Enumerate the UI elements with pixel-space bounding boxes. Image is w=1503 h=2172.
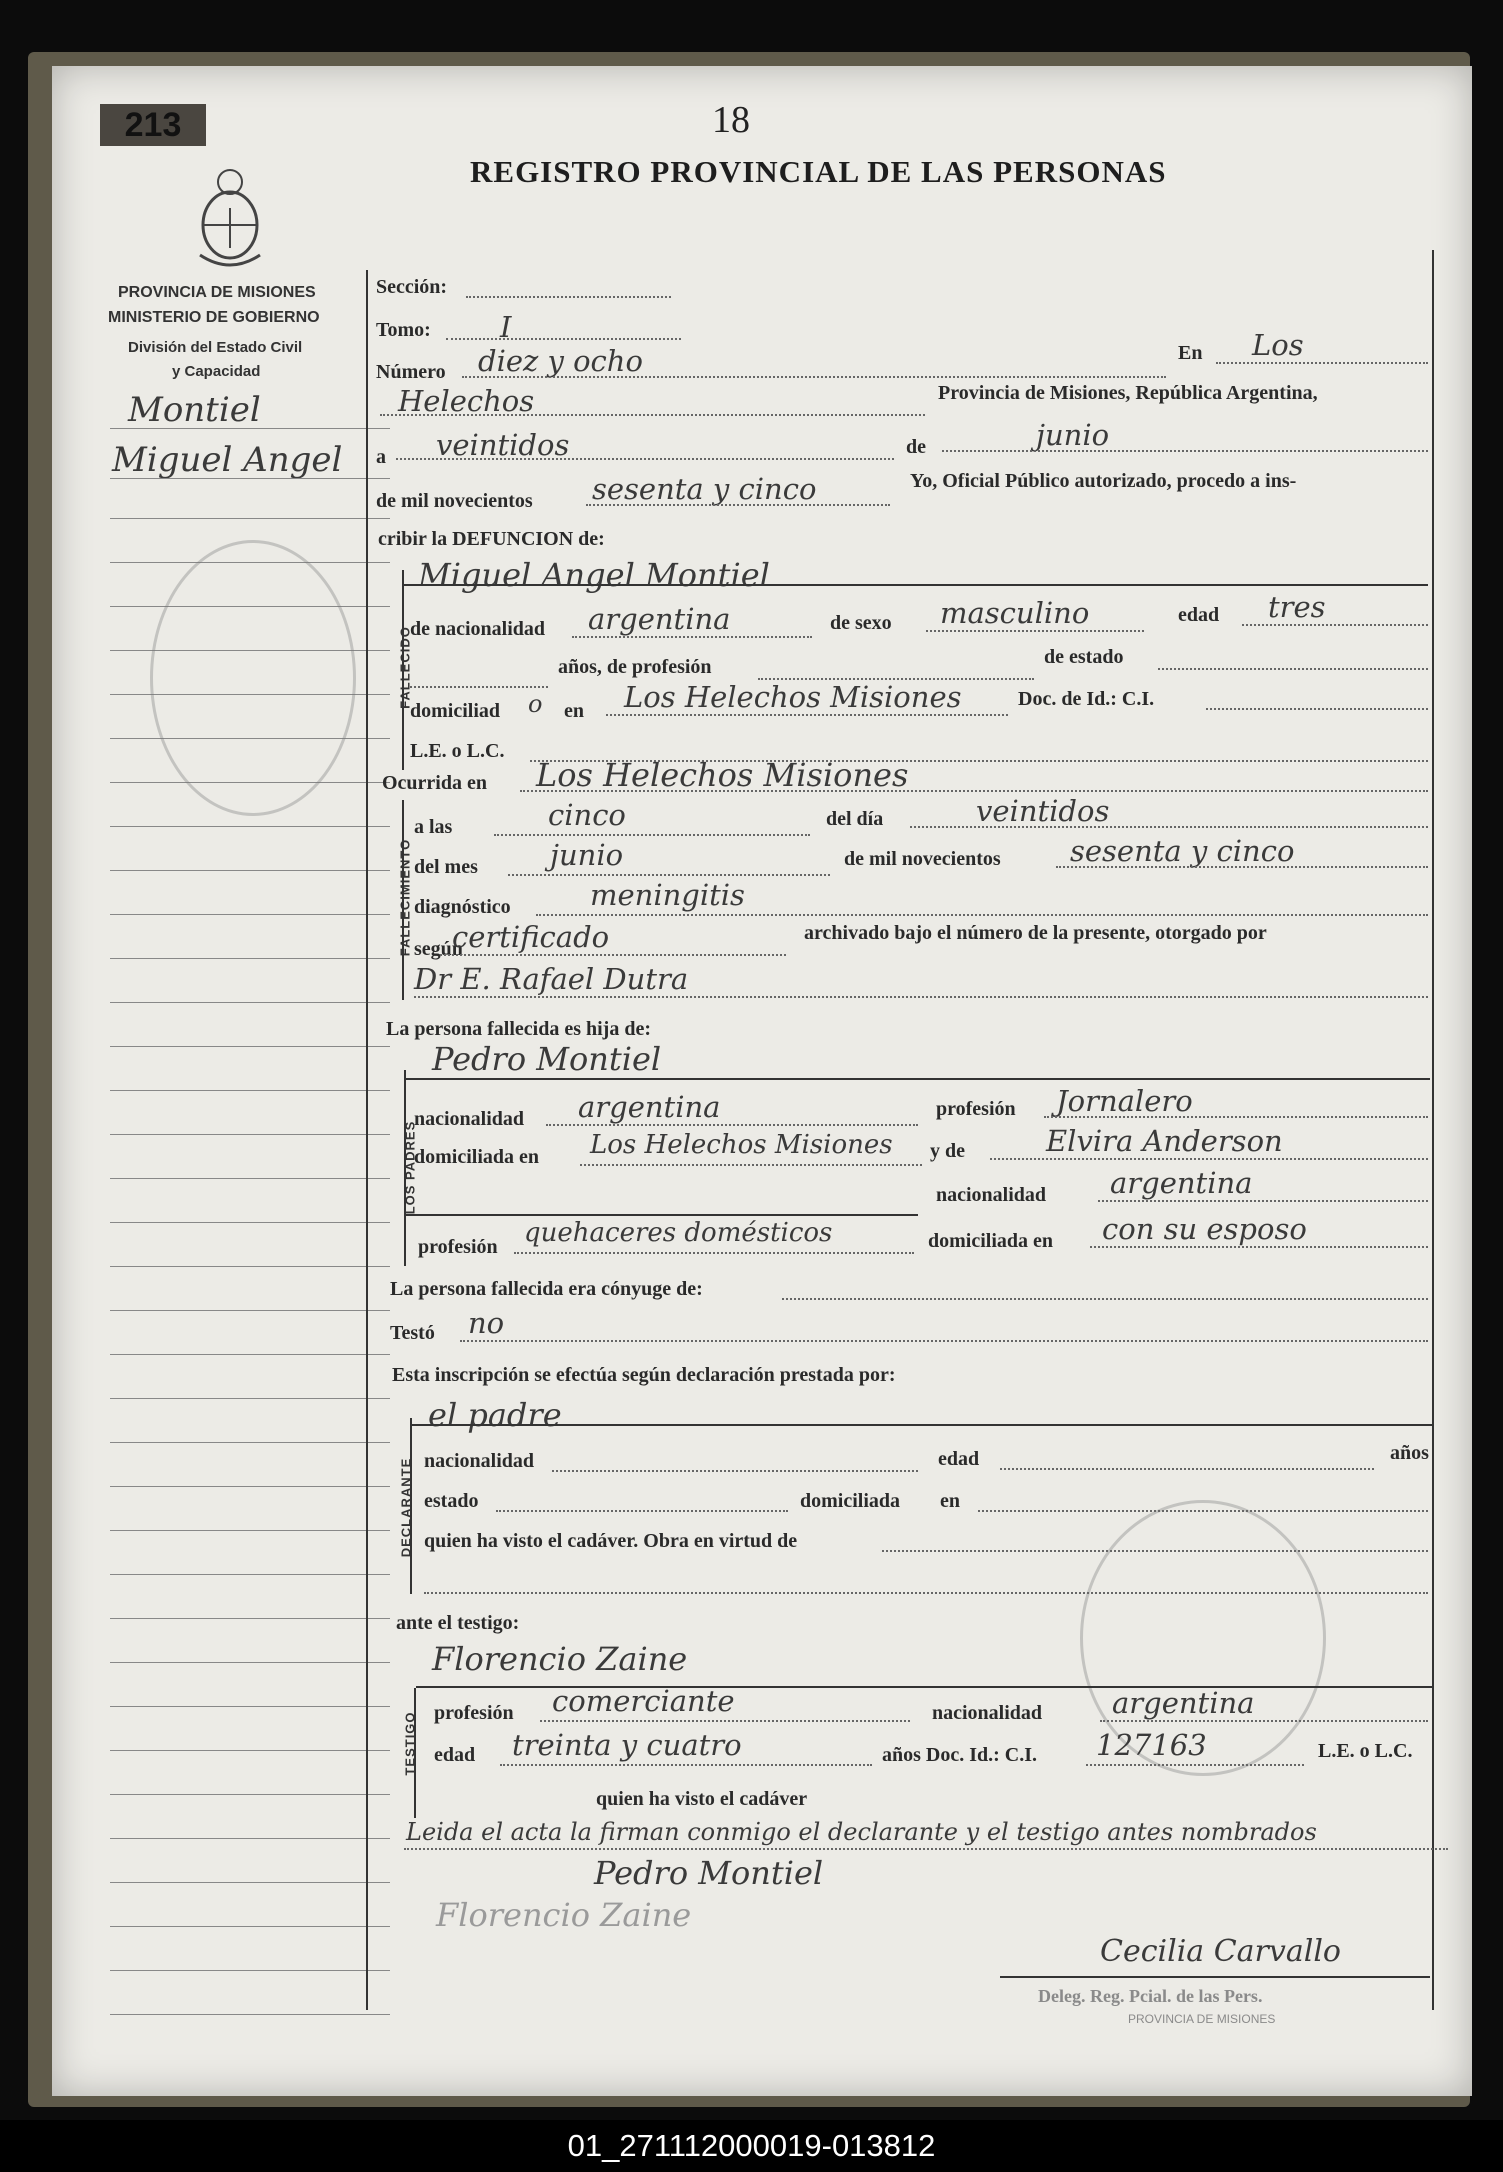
nombre-line [404, 584, 1428, 586]
declarante-estado-line [496, 1510, 788, 1512]
padre-domiciliada-label: domiciliada en [414, 1146, 540, 1168]
mes2-line [508, 874, 830, 876]
edad-value: tres [1268, 590, 1326, 624]
de-label: de [906, 436, 926, 458]
obra-line [882, 1550, 1428, 1552]
declarante-nac-line [552, 1470, 918, 1472]
margin-line [110, 870, 390, 871]
declarante-side-label: DECLARANTE [398, 1457, 414, 1558]
edad-line [1242, 624, 1428, 626]
dia-line [396, 458, 894, 460]
segun-label: según [414, 938, 463, 960]
sello-oficial: Deleg. Reg. Pcial. de las Pers. [1038, 1986, 1263, 2006]
edad-cont-line [410, 686, 548, 688]
folio-number: 213 [100, 104, 206, 146]
padre-profesion-label: profesión [936, 1098, 1016, 1120]
obra-line-2 [424, 1592, 1428, 1594]
margin-line [110, 428, 390, 429]
ministry-line-1: PROVINCIA DE MISIONES [118, 284, 316, 301]
numero-value: diez y ocho [478, 344, 643, 378]
conyuge-label: La persona fallecida era cónyuge de: [390, 1278, 703, 1300]
domiciliad-label: domiciliad [410, 700, 501, 722]
del-mes-label: del mes [414, 856, 478, 878]
margin-line [110, 1354, 390, 1355]
fallecido-side-label: FALLECIDO [397, 626, 413, 709]
testigo-prof-value: comerciante [552, 1684, 735, 1718]
declarante-anos-label: años [1390, 1442, 1429, 1464]
hija-de-label: La persona fallecida es hija de: [386, 1018, 651, 1040]
testo-line [460, 1340, 1428, 1342]
testigo-edad-line [500, 1764, 872, 1766]
padre-line [406, 1078, 1430, 1080]
domicilio-value: Los Helechos Misiones [624, 680, 962, 714]
estado-line [1158, 668, 1428, 670]
declarante-edad-label: edad [938, 1448, 980, 1470]
page-number: 18 [712, 99, 750, 141]
del-dia-label: del día [826, 808, 884, 830]
declarante-nacionalidad-label: nacionalidad [424, 1450, 535, 1472]
sello-provincia: PROVINCIA DE MISIONES [1128, 2012, 1276, 2026]
image-id-footer: 01_271112000019-013812 [0, 2120, 1503, 2172]
seccion-line [466, 296, 671, 298]
fallecido-nombre: Miguel Angel Montiel [418, 556, 770, 594]
margin-line [110, 1310, 390, 1311]
testigo-side-label: TESTIGO [402, 1711, 418, 1776]
margin-line [110, 958, 390, 959]
lugar-value: Helechos [398, 384, 535, 418]
madre-prof-line [514, 1252, 914, 1254]
madre-nombre: Elvira Anderson [1046, 1124, 1283, 1158]
madre-prof-value: quehaceres domésticos [524, 1218, 833, 1248]
firma-oficial: Cecilia Carvallo [1100, 1934, 1341, 1969]
testigo-ci-value: 127163 [1096, 1728, 1207, 1762]
margin-line [110, 826, 390, 827]
margin-line [110, 1706, 390, 1707]
margin-line [110, 1838, 390, 1839]
diagnostico-line [536, 914, 1428, 916]
medico-line [414, 996, 1428, 998]
archivado-label: archivado bajo el número de la presente, otorgado por [804, 922, 1267, 944]
en-dom-label: en [564, 700, 584, 722]
padre-prof-value: Jornalero [1056, 1084, 1193, 1118]
hora-line [494, 834, 810, 836]
testigo-edad-value: treinta y cuatro [512, 1728, 742, 1762]
madre-nacionalidad-label: nacionalidad [936, 1184, 1047, 1206]
margin-line [110, 1398, 390, 1399]
anio2-line [1056, 866, 1428, 868]
madre-line [990, 1158, 1428, 1160]
declarante-edad-line [1000, 1468, 1374, 1470]
margin-line [110, 1002, 390, 1003]
firma-testigo: Florencio Zaine [436, 1896, 692, 1934]
margin-line [110, 1090, 390, 1091]
de-mil-nov-label: de mil novecientos [844, 848, 1001, 870]
padre-dom-line [580, 1164, 922, 1166]
madre-dom-value: con su esposo [1102, 1212, 1307, 1246]
margin-line [110, 1486, 390, 1487]
a-las-label: a las [414, 816, 453, 838]
margin-line [110, 1266, 390, 1267]
margin-line [110, 1134, 390, 1135]
sexo-value: masculino [940, 596, 1090, 630]
cribir-label: cribir la DEFUNCION de: [378, 528, 605, 550]
diagnostico-value: meningitis [590, 878, 745, 912]
margin-line [110, 1750, 390, 1751]
declarante-en-label: en [940, 1490, 960, 1512]
stamp-circle [150, 540, 356, 816]
declarante-estado-label: estado [424, 1490, 479, 1512]
le-o-lc-label: L.E. o L.C. [1318, 1740, 1413, 1762]
testigo-nacionalidad-label: nacionalidad [932, 1702, 1043, 1724]
tomo-value: I [500, 310, 512, 344]
tomo-line [446, 338, 681, 340]
mes-line [942, 450, 1428, 452]
tomo-label: Tomo: [376, 319, 431, 341]
madre-dom-line [1090, 1246, 1428, 1248]
margin-line [110, 1794, 390, 1795]
de-nacionalidad-label: de nacionalidad [410, 618, 546, 640]
testo-value: no [468, 1306, 505, 1340]
a-label: a [376, 446, 386, 468]
conyuge-line [782, 1298, 1428, 1300]
margin-line [110, 1530, 390, 1531]
ante-testigo-label: ante el testigo: [396, 1612, 520, 1634]
inscripcion-label: Esta inscripción se efectúa según declaración prestada por: [392, 1364, 896, 1386]
margin-line [110, 1178, 390, 1179]
madre-nac-value: argentina [1110, 1166, 1253, 1200]
margin-line [110, 1970, 390, 1971]
anos-profesion-label: años, de profesión [558, 656, 712, 678]
margin-line [110, 1882, 390, 1883]
madre-nac-line [1098, 1200, 1428, 1202]
doc-id-line [1206, 708, 1428, 710]
margin-line [110, 1222, 390, 1223]
padres-divider [406, 1214, 918, 1216]
testo-label: Testó [390, 1322, 435, 1344]
anos-doc-label: años Doc. Id.: C.I. [882, 1744, 1038, 1766]
sexo-line [926, 630, 1144, 632]
margin-line [110, 914, 390, 915]
anio-line [586, 504, 890, 506]
y-de-label: y de [930, 1140, 965, 1162]
nacionalidad-line [572, 636, 812, 638]
diagnostico-label: diagnóstico [414, 896, 511, 918]
seccion-label: Sección: [376, 276, 448, 298]
margin-line [110, 1442, 390, 1443]
padre-nac-value: argentina [578, 1090, 721, 1124]
le-lc-label: L.E. o L.C. [410, 740, 505, 762]
signature-line [1000, 1976, 1430, 1978]
medico-value: Dr E. Rafael Dutra [414, 962, 689, 996]
padre-dom-value: Los Helechos Misiones [590, 1130, 893, 1160]
domicilio-suffix: o [528, 690, 543, 718]
padre-prof-line [1044, 1116, 1428, 1118]
dia2-value: veintidos [976, 794, 1110, 828]
margin-line [110, 478, 390, 479]
coat-of-arms-emblem [190, 160, 270, 275]
lugar-line [380, 414, 925, 416]
padre-nacionalidad-label: nacionalidad [414, 1108, 525, 1130]
provincia-label: Provincia de Misiones, República Argentina, [938, 382, 1318, 404]
declarante-line [412, 1424, 1434, 1426]
leida-acta-text: Leida el acta la firman conmigo el declarante y el testigo antes nombrados [406, 1818, 1317, 1846]
ocurrida-line [520, 790, 1428, 792]
nacionalidad-value: argentina [588, 602, 731, 636]
numero-line [462, 376, 1166, 378]
testigo-edad-label: edad [434, 1744, 476, 1766]
de-mil-label: de mil novecientos [376, 490, 533, 512]
testigo-nombre: Florencio Zaine [432, 1640, 688, 1678]
ocurrida-label: Ocurrida en [382, 772, 487, 794]
testigo-nac-value: argentina [1112, 1686, 1255, 1720]
hora-value: cinco [548, 798, 626, 832]
segun-line [440, 954, 786, 956]
margin-line [110, 1618, 390, 1619]
margin-given-name: Miguel Angel [112, 440, 343, 480]
mes-value: junio [1036, 418, 1110, 452]
testigo-prof-line [540, 1720, 910, 1722]
margin-line [110, 518, 390, 519]
declarante-domiciliada-label: domiciliada [800, 1490, 901, 1512]
ministry-line-2: MINISTERIO DE GOBIERNO [108, 309, 320, 326]
margin-surname: Montiel [128, 390, 261, 430]
ministry-line-3: División del Estado Civil [128, 339, 303, 356]
ocurrida-value: Los Helechos Misiones [536, 756, 909, 794]
anio2-value: sesenta y cinco [1070, 834, 1295, 868]
padre-nombre: Pedro Montiel [432, 1040, 662, 1078]
left-rule [366, 270, 368, 2010]
madre-domiciliada-label: domiciliada en [928, 1230, 1054, 1252]
en-lugar-value: Los [1252, 328, 1304, 362]
declarante-dom-line [978, 1510, 1428, 1512]
de-estado-label: de estado [1044, 646, 1124, 668]
page-title: REGISTRO PROVINCIAL DE LAS PERSONAS [470, 154, 1167, 189]
fallecimiento-side-label: FALLECIMIENTO [397, 838, 413, 957]
leida-line [404, 1848, 1448, 1850]
firma-padre: Pedro Montiel [594, 1854, 824, 1892]
doc-id-label: Doc. de Id.: C.I. [1018, 688, 1155, 710]
mes2-value: junio [550, 838, 624, 872]
domicilio-line [606, 714, 1008, 716]
testigo-ci-line [1086, 1764, 1304, 1766]
margin-line [110, 1926, 390, 1927]
testigo-profesion-label: profesión [434, 1702, 514, 1724]
ministry-line-4: y Capacidad [172, 363, 261, 380]
yo-oficial-label: Yo, Oficial Público autorizado, procedo a ins- [910, 470, 1297, 492]
margin-line [110, 1662, 390, 1663]
edad-label: edad [1178, 604, 1220, 626]
padre-nac-line [546, 1124, 918, 1126]
en-line [1216, 362, 1428, 364]
padres-side-label: LOS PADRES [402, 1120, 418, 1215]
en-label: En [1178, 342, 1203, 364]
dia2-line [910, 826, 1428, 828]
anio-value: sesenta y cinco [592, 472, 817, 506]
margin-line [110, 1574, 390, 1575]
quien-visto-2-label: quien ha visto el cadáver [596, 1788, 808, 1810]
madre-profesion-label: profesión [418, 1236, 498, 1258]
declarante-value: el padre [428, 1396, 562, 1434]
quien-visto-label: quien ha visto el cadáver. Obra en virtud de [424, 1530, 798, 1552]
margin-line [110, 2014, 390, 2015]
segun-value: certificado [452, 920, 610, 954]
de-sexo-label: de sexo [830, 612, 892, 634]
testigo-nac-line [1100, 1720, 1428, 1722]
right-rule [1432, 250, 1434, 2010]
numero-label: Número [376, 361, 446, 383]
margin-line [110, 1046, 390, 1047]
dia-value: veintidos [436, 428, 570, 462]
